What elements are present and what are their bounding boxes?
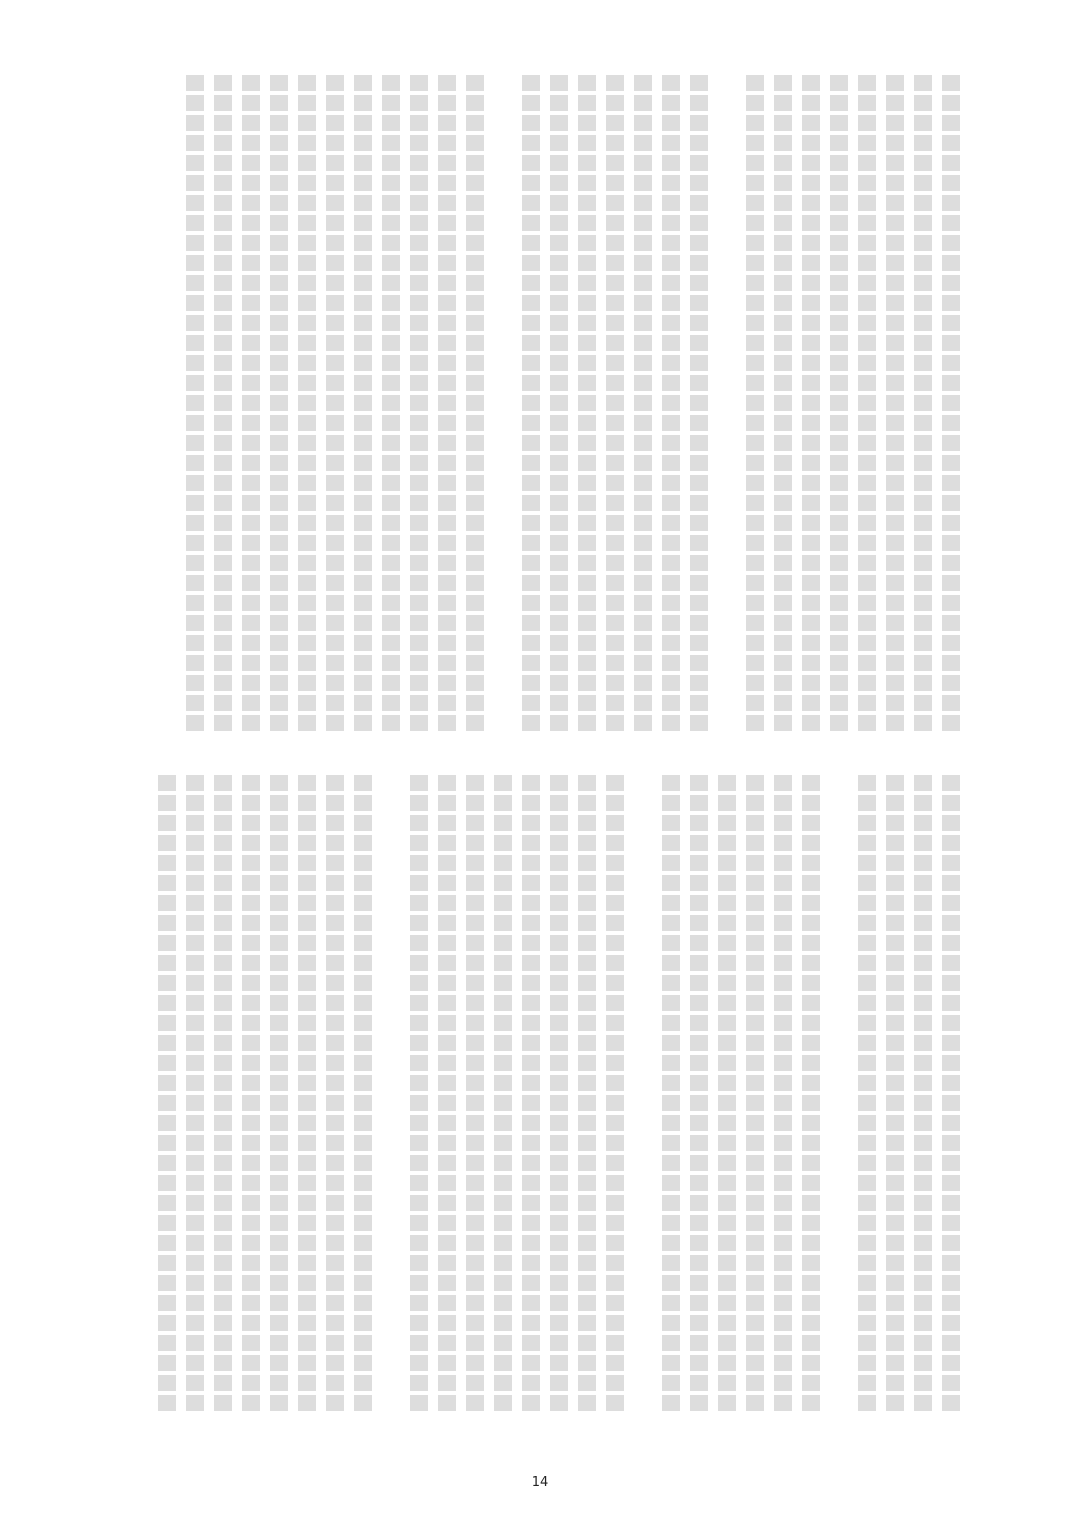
text-column-placeholder [158,775,176,1415]
text-column-placeholder [550,775,568,1415]
text-block-upper [120,75,960,735]
text-column-placeholder [410,75,428,735]
text-column-placeholder [242,75,260,735]
text-column-placeholder [410,775,428,1415]
column-gap [830,775,848,1415]
text-column-placeholder [606,775,624,1415]
text-column-placeholder [270,775,288,1415]
text-column-placeholder [578,775,596,1415]
text-column-placeholder [438,75,456,735]
text-column-placeholder [942,775,960,1415]
column-gap [494,75,512,735]
text-column-placeholder [522,775,540,1415]
text-column-placeholder [214,75,232,735]
text-column-placeholder [242,775,260,1415]
text-column-placeholder [354,75,372,735]
text-column-placeholder [466,75,484,735]
text-column-placeholder [578,75,596,735]
text-column-placeholder [858,75,876,735]
text-column-placeholder [858,775,876,1415]
text-column-placeholder [550,75,568,735]
text-column-placeholder [774,775,792,1415]
text-column-placeholder [802,75,820,735]
text-column-placeholder [466,775,484,1415]
text-column-placeholder [354,775,372,1415]
text-column-placeholder [690,75,708,735]
text-column-placeholder [914,775,932,1415]
column-gap [634,775,652,1415]
text-column-placeholder [774,75,792,735]
text-column-placeholder [634,75,652,735]
column-gap [382,775,400,1415]
text-column-placeholder [690,775,708,1415]
text-column-placeholder [298,75,316,735]
text-column-placeholder [942,75,960,735]
text-column-placeholder [746,75,764,735]
text-column-placeholder [326,775,344,1415]
text-column-placeholder [438,775,456,1415]
column-gap [718,75,736,735]
text-column-placeholder [214,775,232,1415]
text-column-placeholder [298,775,316,1415]
text-column-placeholder [494,775,512,1415]
text-column-placeholder [522,75,540,735]
text-column-placeholder [914,75,932,735]
text-block-lower [120,775,960,1415]
text-column-placeholder [886,75,904,735]
text-column-placeholder [802,775,820,1415]
text-column-placeholder [830,75,848,735]
text-column-placeholder [606,75,624,735]
text-column-placeholder [886,775,904,1415]
text-column-placeholder [186,75,204,735]
text-column-placeholder [746,775,764,1415]
text-column-placeholder [718,775,736,1415]
text-column-placeholder [270,75,288,735]
text-column-placeholder [186,775,204,1415]
page-number: 14 [531,1475,549,1490]
text-column-placeholder [662,775,680,1415]
text-column-placeholder [326,75,344,735]
text-column-placeholder [382,75,400,735]
text-column-placeholder [662,75,680,735]
